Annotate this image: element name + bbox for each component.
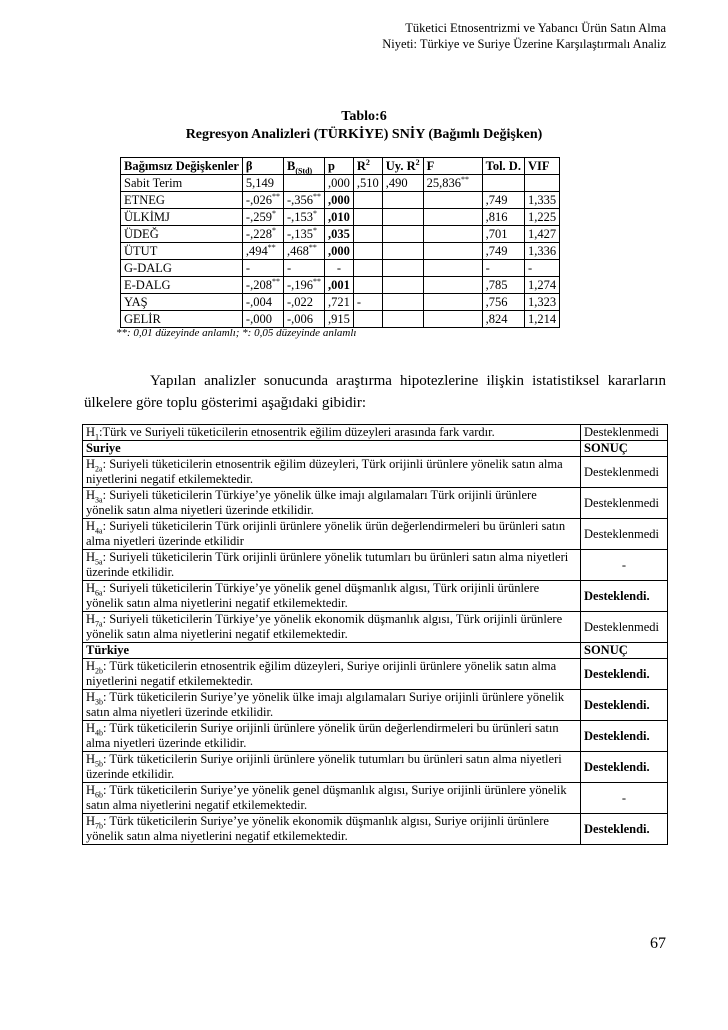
col-p: p (325, 158, 354, 175)
cell-r2 (353, 192, 382, 209)
running-header-line2: Niyeti: Türkiye ve Suriye Üzerine Karşılaştırmalı Analiz (382, 37, 666, 51)
hypothesis-code-sub: 4a (95, 526, 103, 536)
hypothesis-row (83, 425, 668, 441)
cell-variable-value: G-DALG (124, 261, 172, 275)
cell-vif (524, 260, 559, 277)
cell-beta-significance: * (271, 225, 276, 235)
cell-adj-r2 (382, 277, 423, 294)
hypothesis-row (83, 519, 668, 550)
hypothesis-result: Desteklendi. (581, 690, 668, 721)
cell-r2 (353, 175, 382, 192)
cell-vif (524, 243, 559, 260)
cell-f (423, 209, 482, 226)
hypothesis-text (83, 581, 581, 612)
cell-variable-value: YAŞ (124, 295, 148, 309)
hypothesis-result: - (581, 550, 668, 581)
cell-p-value: ,001 (328, 278, 350, 292)
cell-f-significance: ** (461, 174, 470, 184)
cell-vif-value: 1,336 (527, 244, 557, 258)
cell-b-std-value: -,196 (286, 278, 314, 292)
cell-adj-r2 (382, 294, 423, 311)
hypothesis-code-sub: 2a (95, 464, 103, 474)
cell-tolerance-value: ,749 (485, 244, 508, 258)
cell-tolerance-value: ,701 (485, 227, 508, 241)
hypothesis-text (83, 690, 581, 721)
regression-row (121, 311, 560, 328)
hypothesis-code-sub: 5a (95, 557, 103, 567)
cell-p (325, 311, 354, 328)
hypothesis-code: H (86, 814, 96, 828)
col-tolerance: Tol. D. (482, 158, 524, 175)
cell-r2 (353, 294, 382, 311)
cell-variable (121, 311, 243, 328)
cell-beta-value: -,228 (245, 227, 272, 241)
cell-p (325, 175, 354, 192)
hypothesis-row (83, 690, 668, 721)
section-row (83, 643, 668, 659)
hypothesis-row (83, 550, 668, 581)
cell-variable-value: E-DALG (124, 278, 171, 292)
cell-vif (524, 226, 559, 243)
cell-p (325, 294, 354, 311)
hypothesis-text (83, 752, 581, 783)
hypothesis-statement: : Suriyeli tüketicilerin Türkiye’ye yönelik ekonomik düşmanlık algısı, Türk orijinli ürünlere yönelik satın alma niyetlerini negatif etkilemektedir. (86, 612, 563, 641)
cell-beta (242, 277, 283, 294)
hypothesis-statement: : Suriyeli tüketicilerin etnosentrik eğilim düzeyleri, Türk orijinli ürünlere yönelik satın alma niyetlerini negatif etkilemektedir. (86, 457, 563, 486)
hypothesis-text (83, 457, 581, 488)
regression-row (121, 260, 560, 277)
cell-r2-value: ,510 (356, 176, 379, 190)
hypothesis-statement: : Suriyeli tüketicilerin Türk orijinli ürünlere yönelik tutumları bu ürünleri satın alma niyetleri üzerinde etkilidir. (86, 550, 569, 579)
cell-tolerance (482, 209, 524, 226)
hypothesis-text (83, 783, 581, 814)
hypothesis-code-sub: 3a (95, 495, 103, 505)
cell-beta (242, 209, 283, 226)
cell-variable (121, 226, 243, 243)
cell-variable-value: Sabit Terim (124, 176, 183, 190)
table-title: Regresyon Analizleri (TÜRKİYE) SNİY (Bağımlı Değişken) (185, 127, 543, 142)
col-b-std: $B_{(Std)}$ (283, 158, 324, 175)
cell-b-std-value: - (286, 261, 292, 275)
hypothesis-code-sub: 2b (95, 666, 104, 676)
cell-tolerance (482, 243, 524, 260)
cell-beta-value: -,208 (245, 278, 272, 292)
cell-b-std-value: -,006 (286, 312, 314, 326)
cell-b-std (283, 226, 324, 243)
cell-vif (524, 277, 559, 294)
hypothesis-result: Desteklenmedi (581, 488, 668, 519)
cell-vif (524, 209, 559, 226)
hypothesis-statement: : Türk tüketicilerin etnosentrik eğilim düzeyleri, Suriye orijinli ürünlere yönelik satın alma niyetlerini negatif etkilemektedir. (86, 659, 557, 688)
cell-b-std (283, 192, 324, 209)
cell-r2 (353, 277, 382, 294)
cell-adj-r2-value: ,490 (385, 176, 408, 190)
hypothesis-text (83, 612, 581, 643)
cell-p-value: ,035 (328, 227, 350, 241)
cell-b-std (283, 311, 324, 328)
hypothesis-row (83, 581, 668, 612)
hypothesis-code: H (86, 550, 96, 564)
cell-b-std-significance: * (313, 208, 318, 218)
cell-tolerance (482, 277, 524, 294)
hypothesis-row (83, 752, 668, 783)
regression-table (120, 157, 560, 328)
hypothesis-code-sub: 3b (95, 697, 104, 707)
cell-b-std-significance: ** (313, 191, 322, 201)
cell-tolerance (482, 175, 524, 192)
col-vif: VIF (524, 158, 559, 175)
hypothesis-statement: : Türk tüketicilerin Suriye’ye yönelik ekonomik düşmanlık algısı, Suriye orijinli ürünlere yönelik satın alma niyetlerini negatif etkilemektedir. (86, 814, 549, 843)
running-header-line1: Tüketici Etnosentrizmi ve Yabancı Ürün Satın Alma (405, 21, 666, 35)
hypothesis-row (83, 814, 668, 845)
cell-p-value: ,721 (328, 295, 350, 309)
col-r2: $R^2$ (353, 158, 382, 175)
cell-p (325, 192, 354, 209)
section-result-header: SONUÇ (581, 643, 668, 659)
hypothesis-row (83, 721, 668, 752)
cell-f (423, 260, 482, 277)
hypothesis-statement: : Türk tüketicilerin Suriye orijinli ürünlere yönelik ürün değerlendirmeleri bu ürünleri satın alma niyetleri üzerinde etkilidir. (86, 721, 559, 750)
cell-variable-value: ÜTUT (124, 244, 158, 258)
cell-vif (524, 311, 559, 328)
cell-beta-value: -,000 (245, 312, 272, 326)
cell-variable-value: ÜDEĞ (124, 227, 159, 241)
hypothesis-code: H (86, 457, 96, 471)
hypothesis-statement: : Türk tüketicilerin Suriye’ye yönelik genel düşmanlık algısı, Suriye orijinli ürünlere yönelik satın alma niyetlerini negatif etkilemektedir. (86, 783, 567, 812)
cell-beta-value: -,004 (245, 295, 272, 309)
cell-b-std (283, 294, 324, 311)
cell-f (423, 243, 482, 260)
cell-p (325, 260, 354, 277)
cell-variable (121, 209, 243, 226)
hypothesis-text (83, 659, 581, 690)
cell-vif (524, 192, 559, 209)
cell-b-std-value: -,135 (286, 227, 314, 241)
cell-tolerance-value: ,785 (485, 278, 508, 292)
significance-note: **: 0,01 düzeyinde anlamlı; *: 0,05 düzeyinde anlamlı (116, 327, 357, 339)
cell-adj-r2 (382, 260, 423, 277)
hypothesis-code-sub: 4b (95, 728, 104, 738)
cell-b-std-significance: * (313, 225, 318, 235)
cell-vif-value: 1,274 (527, 278, 557, 292)
cell-adj-r2 (382, 192, 423, 209)
hypothesis-result: Desteklenmedi (581, 519, 668, 550)
cell-tolerance-value: ,756 (485, 295, 508, 309)
cell-b-std-value: ,468 (286, 244, 309, 258)
cell-b-std-value: -,356 (286, 193, 314, 207)
cell-p-value: ,010 (328, 210, 350, 224)
regression-row (121, 209, 560, 226)
cell-p-value: ,000 (328, 193, 350, 207)
cell-tolerance-value: ,824 (485, 312, 508, 326)
cell-variable-value: ÜLKİMJ (124, 210, 170, 224)
hypothesis-code: H (86, 721, 96, 735)
hypothesis-text (83, 425, 581, 441)
hypothesis-row (83, 612, 668, 643)
cell-variable (121, 277, 243, 294)
col-adj-r2: Uy. $R^2$ (382, 158, 423, 175)
cell-f (423, 277, 482, 294)
cell-beta-significance: * (271, 208, 276, 218)
cell-variable (121, 192, 243, 209)
col-independent-variables: Bağımsız Değişkenler (121, 158, 243, 175)
cell-b-std (283, 243, 324, 260)
hypothesis-code: H (86, 581, 96, 595)
cell-variable (121, 294, 243, 311)
cell-variable (121, 175, 243, 192)
cell-p-value: ,000 (328, 176, 350, 190)
cell-tolerance (482, 260, 524, 277)
table-caption (0, 108, 728, 144)
cell-b-std-significance: ** (308, 242, 317, 252)
hypothesis-result: - (581, 783, 668, 814)
cell-p (325, 243, 354, 260)
hypothesis-code: H (86, 690, 96, 704)
cell-f (423, 294, 482, 311)
hypothesis-result: Desteklendi. (581, 659, 668, 690)
cell-tolerance-value: - (485, 261, 490, 275)
cell-adj-r2 (382, 243, 423, 260)
cell-beta-significance: ** (267, 242, 276, 252)
cell-r2 (353, 311, 382, 328)
regression-row (121, 277, 560, 294)
hypothesis-row (83, 488, 668, 519)
cell-vif-value: 1,427 (527, 227, 557, 241)
cell-vif-value: 1,225 (527, 210, 557, 224)
section-label: Türkiye (83, 643, 581, 659)
hypothesis-code-sub: 6b (95, 790, 104, 800)
hypothesis-code: H (86, 612, 96, 626)
hypothesis-result: Desteklendi. (581, 581, 668, 612)
cell-beta (242, 192, 283, 209)
cell-beta (242, 260, 283, 277)
hypothesis-statement: : Türk tüketicilerin Suriye orijinli ürünlere yönelik tutumları bu ürünleri satın alma niyetleri üzerinde etkilidir. (86, 752, 562, 781)
section-row (83, 441, 668, 457)
hypothesis-statement: : Suriyeli tüketicilerin Türkiye’ye yönelik genel düşmanlık algısı, Türk orijinli ürünlere yönelik satın alma niyetlerini negatif etkilemektedir. (86, 581, 540, 610)
hypothesis-code-sub: 1 (95, 432, 100, 442)
hypothesis-code: H (86, 488, 96, 502)
hypothesis-text (83, 519, 581, 550)
hypothesis-statement: :Türk ve Suriyeli tüketicilerin etnosentrik eğilim düzeyleri arasında fark vardır. (99, 425, 495, 439)
cell-beta-significance: ** (271, 191, 280, 201)
cell-p-value: - (336, 261, 342, 275)
hypothesis-code: H (86, 519, 96, 533)
cell-variable-value: GELİR (124, 312, 161, 326)
cell-f-value: 25,836 (426, 176, 462, 190)
cell-variable (121, 260, 243, 277)
body-paragraph: Yapılan analizler sonucunda araştırma hipotezlerine ilişkin istatistiksel kararların ülkelere göre toplu gösterimi aşağıdaki gibidir: (84, 373, 666, 411)
hypothesis-statement: : Suriyeli tüketicilerin Türkiye’ye yönelik ülke imajı algılamaları Türk orijinli ürünlere yönelik satın alma niyetleri üzerinde etkilidir. (86, 488, 537, 517)
cell-b-std-value: -,022 (286, 295, 314, 309)
regression-row (121, 243, 560, 260)
hypothesis-row (83, 783, 668, 814)
cell-adj-r2 (382, 175, 423, 192)
table-label: Tablo:6 (341, 109, 387, 124)
cell-beta (242, 294, 283, 311)
cell-tolerance (482, 294, 524, 311)
hypothesis-row (83, 457, 668, 488)
hypothesis-code-sub: 6a (95, 588, 103, 598)
hypothesis-code-sub: 7b (95, 821, 104, 831)
hypothesis-result: Desteklendi. (581, 814, 668, 845)
cell-tolerance-value: ,749 (485, 193, 508, 207)
cell-p-value: ,915 (328, 312, 350, 326)
cell-b-std (283, 209, 324, 226)
hypothesis-text (83, 814, 581, 845)
hypothesis-result: Desteklenmedi (581, 457, 668, 488)
cell-b-std (283, 175, 324, 192)
cell-b-std-significance: ** (313, 276, 322, 286)
regression-row (121, 175, 560, 192)
hypothesis-code: H (86, 783, 96, 797)
hypothesis-text (83, 488, 581, 519)
cell-vif (524, 175, 559, 192)
cell-r2-value: - (356, 295, 362, 309)
cell-vif-value: - (527, 261, 533, 275)
cell-tolerance (482, 226, 524, 243)
hypotheses-table (82, 424, 668, 845)
cell-vif-value: 1,335 (527, 193, 557, 207)
cell-variable (121, 243, 243, 260)
section-label: Suriye (83, 441, 581, 457)
cell-beta-value: 5,149 (245, 176, 275, 190)
cell-tolerance-value: ,816 (485, 210, 508, 224)
hypothesis-result: Desteklendi. (581, 721, 668, 752)
cell-variable-value: ETNEG (124, 193, 165, 207)
cell-p (325, 209, 354, 226)
regression-row (121, 192, 560, 209)
cell-beta-value: -,259 (245, 210, 272, 224)
cell-f (423, 175, 482, 192)
cell-r2 (353, 209, 382, 226)
cell-tolerance (482, 192, 524, 209)
hypothesis-result: Desteklendi. (581, 752, 668, 783)
cell-adj-r2 (382, 311, 423, 328)
cell-beta (242, 175, 283, 192)
cell-beta-value: -,026 (245, 193, 272, 207)
regression-row (121, 226, 560, 243)
cell-b-std-value: -,153 (286, 210, 314, 224)
hypothesis-result: Desteklenmedi (581, 425, 668, 441)
cell-beta-value: ,494 (245, 244, 268, 258)
cell-adj-r2 (382, 209, 423, 226)
cell-f (423, 226, 482, 243)
cell-b-std (283, 277, 324, 294)
col-beta: β (242, 158, 283, 175)
hypothesis-code: H (86, 752, 96, 766)
hypothesis-statement: : Türk tüketicilerin Suriye’ye yönelik ülke imajı algılamaları Suriye orijinli ürünlere yönelik satın alma niyetleri üzerinde etkilidir. (86, 690, 565, 719)
page-number: 67 (650, 935, 666, 952)
hypothesis-statement: : Suriyeli tüketicilerin Türk orijinli ürünlere yönelik ürün değerlendirmeleri bu ürünleri satın alma niyetleri üzerinde etkilidir (86, 519, 566, 548)
cell-r2 (353, 243, 382, 260)
cell-vif-value: 1,214 (527, 312, 557, 326)
cell-adj-r2 (382, 226, 423, 243)
hypothesis-code-sub: 7a (95, 619, 103, 629)
cell-r2 (353, 226, 382, 243)
hypothesis-row (83, 659, 668, 690)
cell-p (325, 226, 354, 243)
regression-table-header (121, 158, 560, 175)
section-result-header: SONUÇ (581, 441, 668, 457)
hypothesis-code-sub: 5b (95, 759, 104, 769)
cell-beta (242, 243, 283, 260)
regression-row (121, 294, 560, 311)
running-header (246, 20, 666, 52)
hypothesis-text (83, 721, 581, 752)
hypothesis-result: Desteklenmedi (581, 612, 668, 643)
cell-beta (242, 311, 283, 328)
cell-beta-value: - (245, 261, 251, 275)
cell-p-value: ,000 (328, 244, 350, 258)
cell-f (423, 311, 482, 328)
cell-vif (524, 294, 559, 311)
hypothesis-code: H (86, 425, 96, 439)
cell-b-std (283, 260, 324, 277)
hypothesis-code: H (86, 659, 96, 673)
cell-vif-value: 1,323 (527, 295, 557, 309)
hypothesis-text (83, 550, 581, 581)
cell-r2 (353, 260, 382, 277)
cell-f (423, 192, 482, 209)
cell-p (325, 277, 354, 294)
col-f: F (423, 158, 482, 175)
cell-beta (242, 226, 283, 243)
cell-beta-significance: ** (271, 276, 280, 286)
cell-tolerance (482, 311, 524, 328)
